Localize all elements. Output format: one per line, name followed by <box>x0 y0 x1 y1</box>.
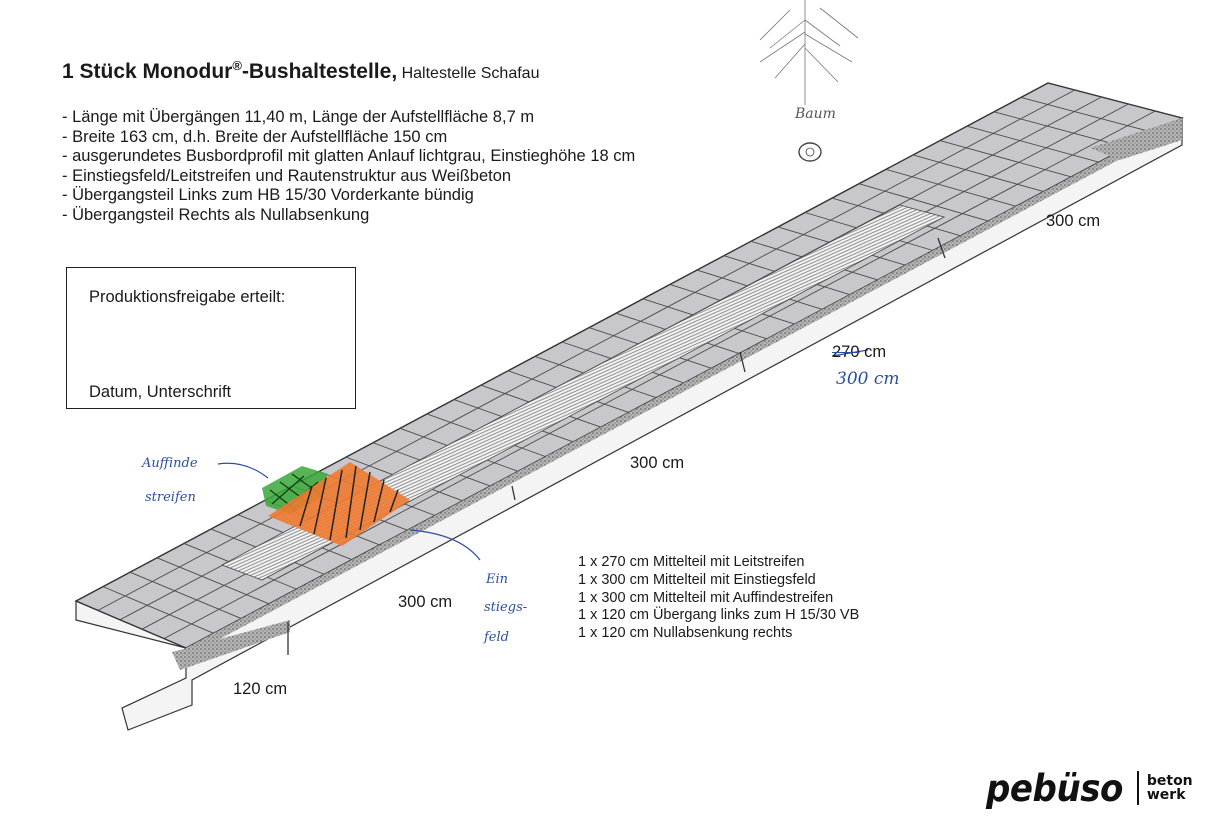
parts-list <box>578 554 859 643</box>
einstieg-label-3: feld <box>484 630 509 645</box>
parts-item: 1 x 300 cm Mittelteil mit Einstiegsfeld <box>578 571 816 588</box>
tree-sketch <box>760 0 858 161</box>
dim-transition: 120 cm <box>233 680 288 698</box>
parts-item: 1 x 120 cm Übergang links zum H 15/30 VB <box>578 607 860 624</box>
auffinde-label-1: Auffinde <box>142 456 198 471</box>
company-logo <box>986 766 1193 810</box>
spec-line: - Übergangsteil Links zum HB 15/30 Vorderkante bündig <box>62 186 474 205</box>
auffinde-label-2: streifen <box>145 490 196 505</box>
dim-left: 300 cm <box>398 593 453 611</box>
tree-label: Baum <box>795 106 836 122</box>
spec-line: - Einstiegsfeld/Leitstreifen und Rautenstruktur aus Weißbeton <box>62 166 512 185</box>
spec-line: - Breite 163 cm, d.h. Breite der Aufstellfläche 150 cm <box>62 127 448 146</box>
spec-line: - ausgerundetes Busbordprofil mit glatten Anlauf lichtgrau, Einstieghöhe 18 cm <box>62 147 636 166</box>
parts-item: 1 x 270 cm Mittelteil mit Leitstreifen <box>578 554 805 570</box>
dim-center: 300 cm <box>630 454 685 472</box>
einstieg-label-2: stiegs- <box>484 600 528 615</box>
spec-line: - Übergangsteil Rechts als Nullabsenkung <box>62 205 370 224</box>
approval-signature-label: Datum, Unterschrift <box>89 383 232 401</box>
dim-mid-unit: cm <box>859 343 887 361</box>
dim-mid <box>832 343 886 362</box>
logo-divider <box>1137 771 1139 805</box>
parts-item: 1 x 120 cm Nullabsenkung rechts <box>578 625 793 642</box>
dim-mid-correction: 300 cm <box>836 369 900 389</box>
dim-mid-struck: 270 <box>832 343 860 361</box>
spec-line: - Länge mit Übergängen 11,40 m, Länge der Aufstellfläche 8,7 m <box>62 108 535 126</box>
title-subtitle: Haltestelle Schafau <box>397 65 540 82</box>
title-main: 1 Stück Monodur®-Bushaltestelle, <box>62 58 398 83</box>
tile-joint-longitudinal <box>98 90 1075 610</box>
parts-item: 1 x 300 cm Mittelteil mit Auffindestreifen <box>578 589 834 606</box>
logo-brand: pebüso <box>986 766 1123 810</box>
logo-subtext: beton werk <box>1146 773 1193 803</box>
approval-title: Produktionsfreigabe erteilt: <box>89 288 286 306</box>
dim-right: 300 cm <box>1046 212 1101 230</box>
einstieg-label-1: Ein <box>486 572 509 587</box>
